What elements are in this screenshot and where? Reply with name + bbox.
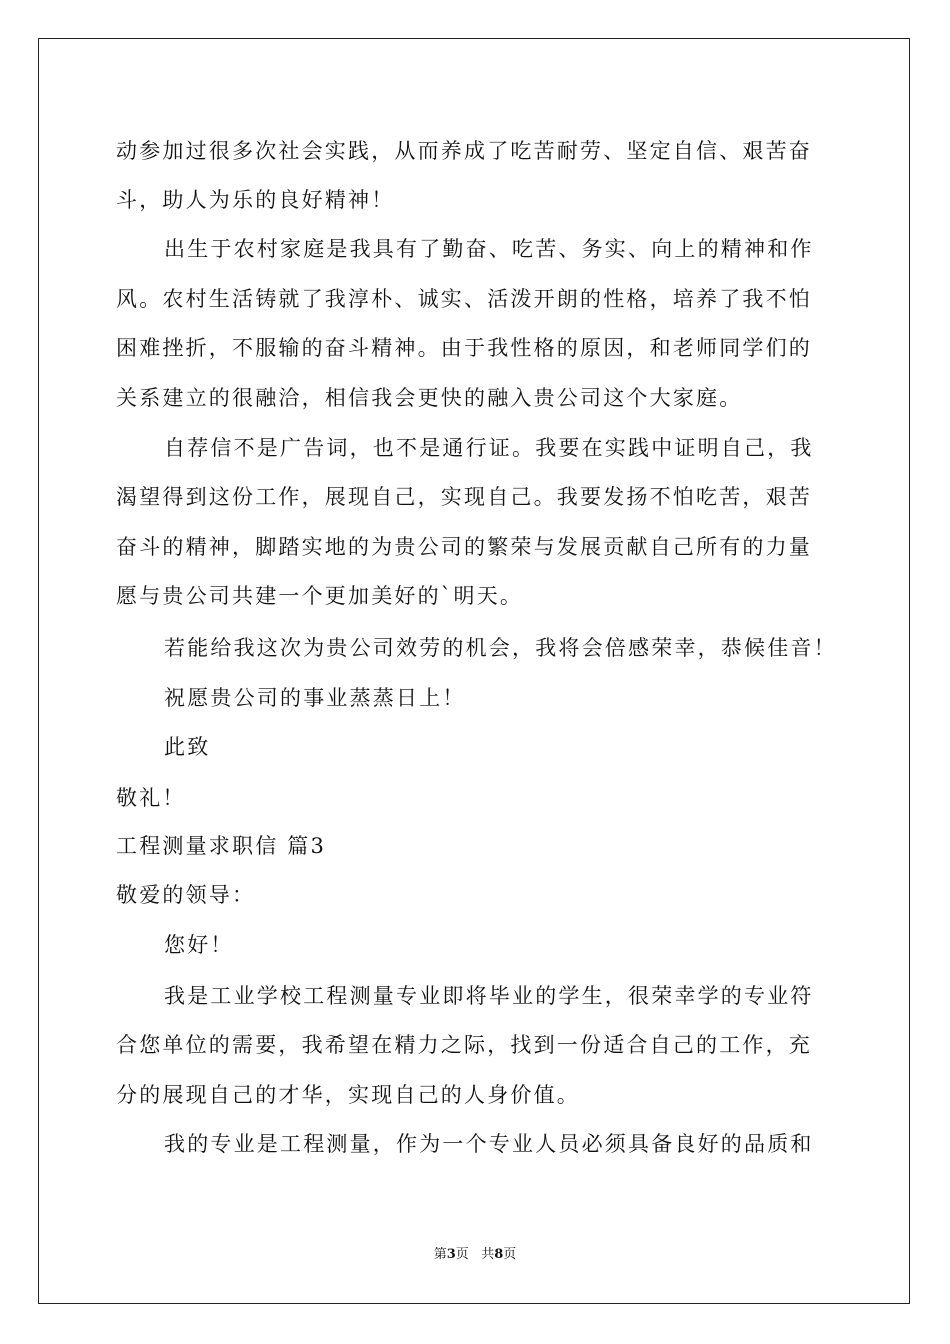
- body-line: 祝愿贵公司的事业蒸蒸日上！: [164, 686, 466, 710]
- body-line: 分的展现自己的才华，实现自己的人身价值。: [116, 1083, 580, 1107]
- body-line: 此致: [164, 735, 211, 759]
- body-line: 动参加过很多次社会实践，从而养成了吃苦耐劳、坚定自信、艰苦奋: [116, 139, 812, 163]
- footer-suffix: 页: [503, 1247, 517, 1262]
- body-line: 愿与贵公司共建一个更加美好的`明天。: [116, 584, 524, 608]
- body-line: 我的专业是工程测量，作为一个专业人员必须具备良好的品质和: [164, 1132, 814, 1156]
- body-line: 出生于农村家庭是我具有了勤奋、吃苦、务实、向上的精神和作: [164, 237, 814, 261]
- body-line: 合您单位的需要，我希望在精力之际，找到一份适合自己的工作，充: [116, 1033, 812, 1057]
- body-line: 我是工业学校工程测量专业即将毕业的学生，很荣幸学的专业符: [164, 984, 814, 1008]
- footer-total-pages: 8: [494, 1247, 504, 1262]
- footer-page-number: 3: [446, 1247, 456, 1262]
- page-footer: [0, 1243, 950, 1262]
- page-border: [38, 38, 910, 1304]
- section-heading: 工程测量求职信 篇3: [116, 834, 327, 858]
- body-line: 敬礼！: [116, 786, 186, 810]
- greeting: 您好！: [164, 933, 234, 957]
- body-line: 斗，助人为乐的良好精神！: [116, 188, 395, 212]
- body-line: 困难挫折，不服输的奋斗精神。由于我性格的原因，和老师同学们的: [116, 336, 812, 360]
- body-line: 奋斗的精神，脚踏实地的为贵公司的繁荣与发展贡献自己所有的力量: [116, 535, 812, 559]
- footer-mid: 页 共: [455, 1247, 495, 1262]
- body-line: 风。农村生活铸就了我淳朴、诚实、活泼开朗的性格，培养了我不怕: [116, 287, 812, 311]
- body-line: 渴望得到这份工作，展现自己，实现自己。我要发扬不怕吃苦，艰苦: [116, 485, 812, 509]
- body-line: 若能给我这次为贵公司效劳的机会，我将会倍感荣幸，恭候佳音！: [164, 636, 837, 660]
- salutation: 敬爱的领导：: [116, 883, 256, 907]
- body-line: 自荐信不是广告词，也不是通行证。我要在实践中证明自己，我: [164, 436, 814, 460]
- body-line: 关系建立的很融洽，相信我会更快的融入贵公司这个大家庭。: [116, 386, 743, 410]
- footer-prefix: 第: [433, 1247, 447, 1262]
